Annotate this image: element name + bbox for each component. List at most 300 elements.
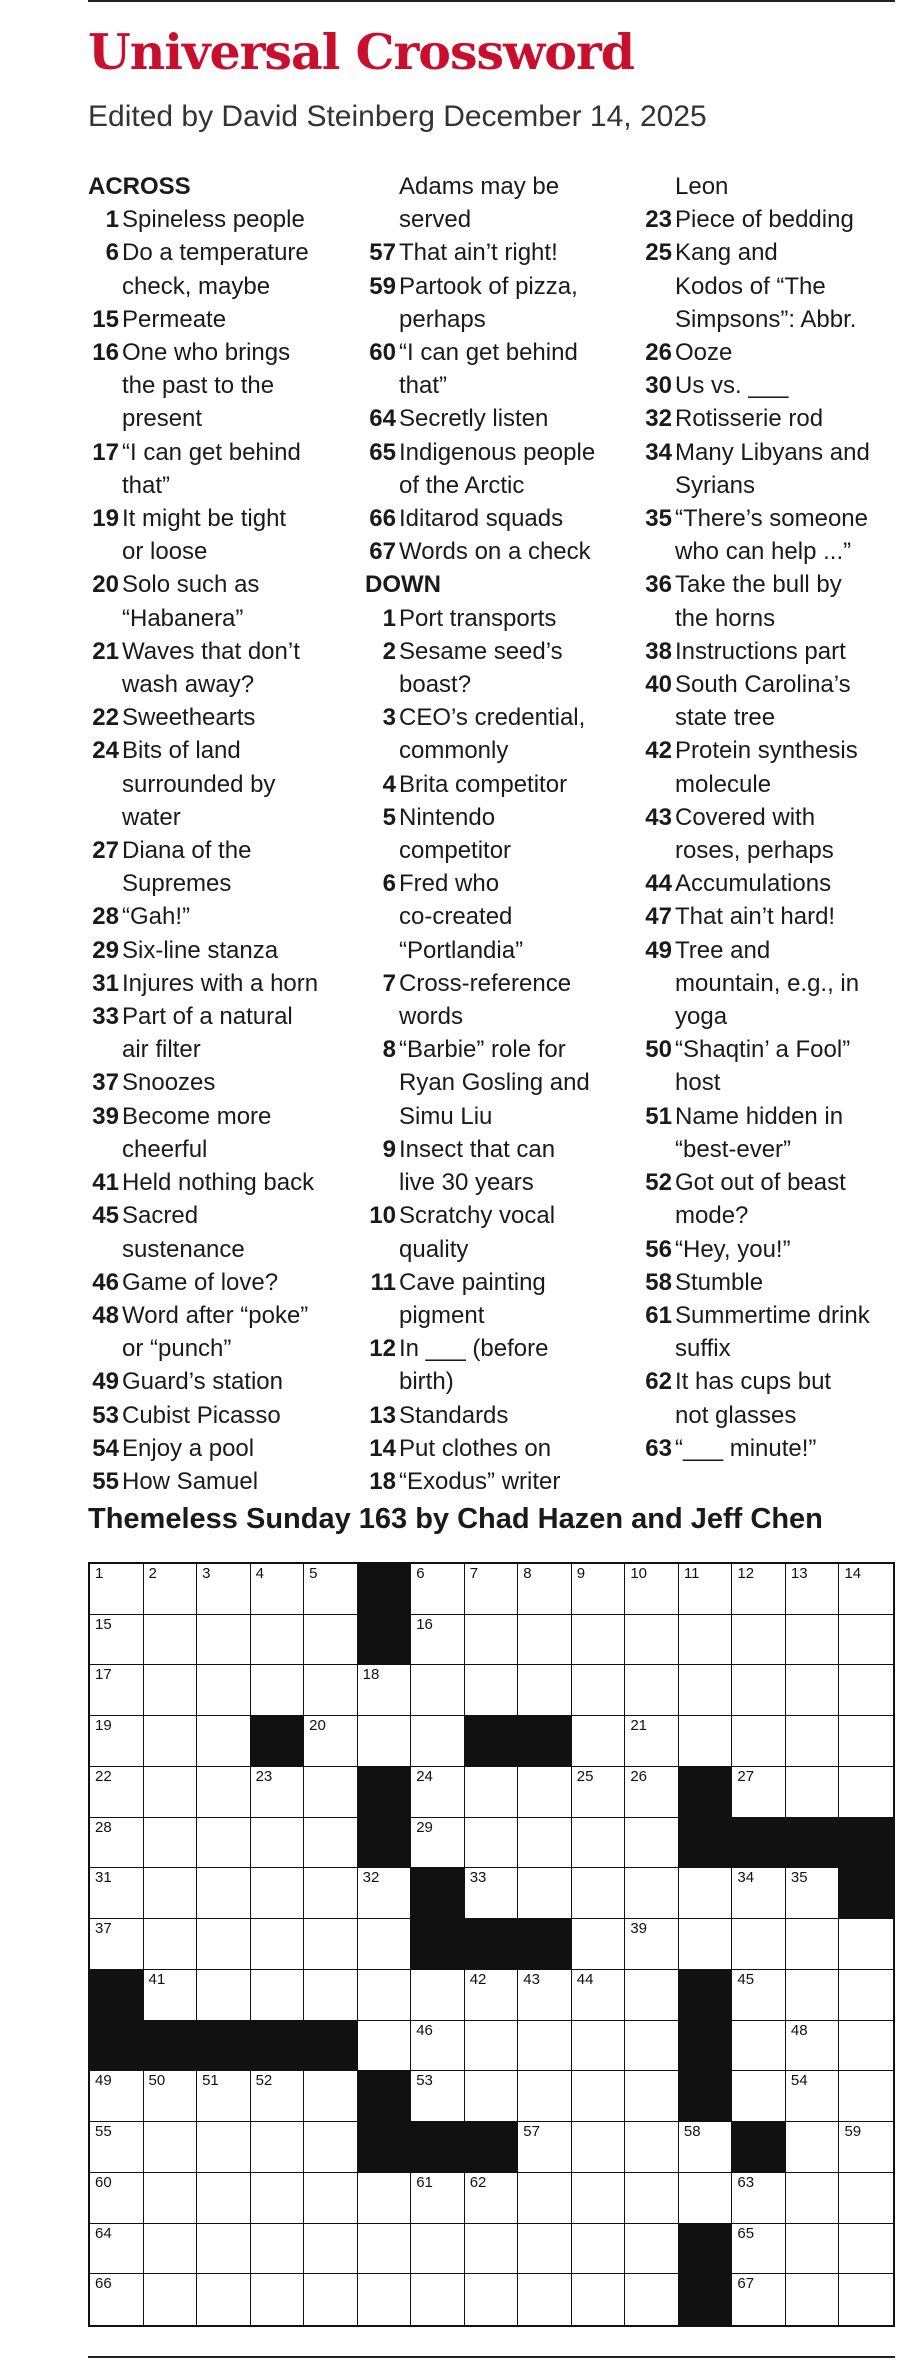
grid-cell[interactable] — [197, 2224, 251, 2275]
clue-continuation: state tree — [675, 704, 776, 732]
grid-cell[interactable] — [411, 2071, 465, 2122]
grid-cell[interactable] — [90, 1716, 144, 1767]
clue-continuation: air filter — [122, 1036, 201, 1064]
grid-cell[interactable] — [251, 2224, 305, 2275]
clue-number: 56 — [645, 1235, 672, 1263]
grid-cell[interactable] — [144, 2173, 198, 2224]
cell-number: 23 — [255, 1767, 273, 1785]
cell-number: 58 — [683, 2123, 701, 2141]
grid-cell[interactable] — [839, 1970, 893, 2021]
clue-text: “Barbie” role for — [399, 1036, 566, 1064]
clue-item — [88, 967, 365, 1000]
grid-cell[interactable] — [197, 1818, 251, 1869]
grid-cell[interactable] — [90, 1868, 144, 1919]
grid-cell[interactable] — [90, 1767, 144, 1818]
clue-number: 46 — [92, 1268, 119, 1296]
grid-block — [197, 2021, 251, 2072]
grid-cell[interactable] — [465, 2021, 519, 2072]
grid-cell[interactable] — [518, 2173, 572, 2224]
clue-item — [641, 867, 898, 900]
clue-item — [641, 203, 898, 236]
grid-cell[interactable] — [411, 1970, 465, 2021]
grid-cell[interactable] — [465, 1564, 519, 1615]
grid-cell[interactable] — [625, 1868, 679, 1919]
grid-cell[interactable] — [144, 1665, 198, 1716]
grid-cell[interactable] — [786, 1868, 840, 1919]
clue-text: It has cups but — [675, 1368, 832, 1396]
clue-number: 38 — [645, 637, 672, 665]
grid-cell[interactable] — [572, 1919, 626, 1970]
clue-text: Iditarod squads — [399, 505, 564, 533]
grid-cell[interactable] — [679, 2122, 733, 2173]
clue-text: Nintendo — [399, 803, 496, 831]
grid-cell[interactable] — [732, 1970, 786, 2021]
clue-text: Ooze — [675, 339, 733, 367]
clue-item — [641, 934, 898, 967]
grid-cell[interactable] — [839, 2021, 893, 2072]
grid-cell[interactable] — [90, 1564, 144, 1615]
clue-number: 26 — [645, 339, 672, 367]
clue-number: 29 — [92, 936, 119, 964]
grid-cell[interactable] — [786, 1615, 840, 1666]
clue-continuation: surrounded by — [122, 770, 276, 798]
cell-number: 61 — [416, 2173, 433, 2191]
grid-cell[interactable] — [411, 1615, 465, 1666]
clue-text: Become more — [122, 1102, 272, 1130]
grid-cell[interactable] — [786, 2224, 840, 2275]
clue-item — [641, 336, 898, 369]
grid-cell[interactable] — [358, 1716, 412, 1767]
grid-cell[interactable] — [304, 1767, 358, 1818]
grid-block — [679, 2224, 733, 2275]
cell-number: 13 — [790, 1565, 808, 1582]
grid-cell[interactable] — [839, 1716, 893, 1767]
grid-cell[interactable] — [251, 1919, 305, 1970]
grid-cell[interactable] — [197, 1919, 251, 1970]
top-rule — [88, 0, 895, 2]
grid-cell[interactable] — [251, 2274, 305, 2325]
grid-cell[interactable] — [786, 2173, 840, 2224]
grid-cell[interactable] — [786, 1970, 840, 2021]
clue-text: Sesame seed’s — [399, 637, 563, 665]
grid-cell[interactable] — [625, 1716, 679, 1767]
grid-cell[interactable] — [251, 2071, 305, 2122]
cell-number: 57 — [523, 2123, 540, 2141]
grid-cell[interactable] — [358, 2173, 412, 2224]
clue-continuation: molecule — [675, 770, 772, 798]
grid-cell[interactable] — [572, 1564, 626, 1615]
grid-cell[interactable] — [90, 1615, 144, 1666]
clue-item — [88, 734, 365, 767]
grid-cell[interactable] — [625, 1665, 679, 1716]
grid-cell[interactable] — [625, 2021, 679, 2072]
clue-item — [641, 1166, 898, 1199]
grid-cell[interactable] — [197, 1970, 251, 2021]
grid-cell[interactable] — [251, 2173, 305, 2224]
grid-cell[interactable] — [411, 2173, 465, 2224]
clue-continuation: “Portlandia” — [399, 936, 524, 964]
clue-text: “I can get behind — [122, 438, 301, 466]
grid-cell[interactable] — [518, 1564, 572, 1615]
grid-cell[interactable] — [572, 1716, 626, 1767]
grid-cell[interactable] — [90, 1665, 144, 1716]
clue-item — [88, 203, 365, 236]
grid-cell[interactable] — [197, 1767, 251, 1818]
clue-item — [88, 1266, 365, 1299]
grid-cell[interactable] — [572, 1868, 626, 1919]
grid-cell[interactable] — [465, 1665, 519, 1716]
grid-cell[interactable] — [411, 1665, 465, 1716]
grid-cell[interactable] — [572, 1818, 626, 1869]
clue-number: 67 — [369, 538, 396, 566]
clue-text: Cave painting — [399, 1268, 546, 1296]
grid-cell[interactable] — [518, 1818, 572, 1869]
clue-continuation: or loose — [122, 538, 208, 566]
grid-cell[interactable] — [304, 1716, 358, 1767]
clue-text: Game of love? — [122, 1268, 279, 1296]
clue-item — [365, 1133, 641, 1166]
grid-cell[interactable] — [411, 1818, 465, 1869]
grid-cell[interactable] — [197, 1868, 251, 1919]
grid-cell[interactable] — [144, 2122, 198, 2173]
clue-number: 20 — [92, 571, 119, 599]
grid-cell[interactable] — [572, 1767, 626, 1818]
clue-item — [88, 568, 365, 601]
clue-text: Us vs. ___ — [675, 372, 789, 400]
grid-cell[interactable] — [625, 1564, 679, 1615]
grid-cell[interactable] — [572, 2224, 626, 2275]
grid-cell[interactable] — [358, 2274, 412, 2325]
grid-cell[interactable] — [304, 1665, 358, 1716]
cell-number: 5 — [309, 1565, 318, 1582]
clue-number: 28 — [92, 903, 119, 931]
grid-block — [411, 2122, 465, 2173]
clue-text: Covered with — [675, 803, 816, 831]
grid-cell[interactable] — [304, 2274, 358, 2325]
grid-cell[interactable] — [679, 1564, 733, 1615]
clue-text: Put clothes on — [399, 1434, 552, 1462]
grid-cell[interactable] — [518, 1615, 572, 1666]
grid-block — [465, 1716, 519, 1767]
grid-cell[interactable] — [518, 2122, 572, 2173]
grid-cell[interactable] — [465, 1868, 519, 1919]
grid-cell[interactable] — [572, 2274, 626, 2325]
clue-number: 37 — [92, 1069, 119, 1097]
cell-number: 37 — [95, 1920, 112, 1938]
grid-cell[interactable] — [144, 1970, 198, 2021]
cell-number: 12 — [737, 1565, 755, 1582]
clue-continuation: that” — [399, 372, 448, 400]
grid-cell[interactable] — [197, 2071, 251, 2122]
grid-cell[interactable] — [572, 1970, 626, 2021]
grid-cell[interactable] — [518, 1665, 572, 1716]
clue-number: 52 — [645, 1169, 672, 1197]
grid-cell[interactable] — [572, 2071, 626, 2122]
grid-cell[interactable] — [786, 2021, 840, 2072]
grid-cell[interactable] — [90, 2224, 144, 2275]
cell-number: 46 — [416, 2021, 433, 2039]
grid-cell[interactable] — [304, 2071, 358, 2122]
grid-cell[interactable] — [197, 1665, 251, 1716]
grid-cell[interactable] — [572, 1665, 626, 1716]
clue-number: 49 — [92, 1368, 119, 1396]
clue-item — [641, 801, 898, 834]
grid-cell[interactable] — [90, 1919, 144, 1970]
grid-cell[interactable] — [465, 2173, 519, 2224]
grid-cell[interactable] — [839, 2224, 893, 2275]
grid-cell[interactable] — [732, 1767, 786, 1818]
grid-cell[interactable] — [90, 2122, 144, 2173]
grid-cell[interactable] — [839, 2274, 893, 2325]
grid-cell[interactable] — [197, 1564, 251, 1615]
clue-text: Cubist Picasso — [122, 1401, 281, 1429]
grid-cell[interactable] — [304, 1868, 358, 1919]
grid-cell[interactable] — [251, 1615, 305, 1666]
grid-cell[interactable] — [732, 2071, 786, 2122]
grid-cell[interactable] — [732, 1868, 786, 1919]
grid-cell[interactable] — [786, 1767, 840, 1818]
cell-number: 1 — [95, 1565, 104, 1582]
grid-cell[interactable] — [465, 1970, 519, 2021]
grid-cell[interactable] — [358, 2224, 412, 2275]
grid-cell[interactable] — [518, 2274, 572, 2325]
grid-cell[interactable] — [839, 2071, 893, 2122]
grid-cell[interactable] — [411, 1767, 465, 1818]
cell-number: 33 — [469, 1869, 487, 1887]
grid-cell[interactable] — [839, 1564, 893, 1615]
grid-cell[interactable] — [572, 2122, 626, 2173]
grid-cell[interactable] — [518, 2071, 572, 2122]
grid-cell[interactable] — [625, 1970, 679, 2021]
clue-item — [88, 502, 365, 535]
grid-cell[interactable] — [411, 2224, 465, 2275]
grid-cell[interactable] — [304, 1615, 358, 1666]
clue-number: 6 — [105, 239, 119, 267]
grid-cell[interactable] — [679, 1919, 733, 1970]
grid-cell[interactable] — [197, 2274, 251, 2325]
cell-number: 65 — [737, 2224, 755, 2242]
grid-cell[interactable] — [144, 2274, 198, 2325]
clue-continuation: water — [122, 803, 181, 831]
grid-cell[interactable] — [251, 2122, 305, 2173]
grid-cell[interactable] — [518, 1868, 572, 1919]
grid-cell[interactable] — [304, 1564, 358, 1615]
grid-cell[interactable] — [197, 1716, 251, 1767]
clue-continuation: birth) — [399, 1368, 454, 1396]
grid-cell[interactable] — [625, 1767, 679, 1818]
grid-cell[interactable] — [358, 1665, 412, 1716]
clue-item — [88, 834, 365, 867]
grid-cell[interactable] — [839, 2173, 893, 2224]
grid-cell[interactable] — [90, 2274, 144, 2325]
grid-cell[interactable] — [304, 1919, 358, 1970]
grid-block — [90, 2021, 144, 2072]
grid-cell[interactable] — [732, 1716, 786, 1767]
grid-cell[interactable] — [625, 2224, 679, 2275]
grid-cell[interactable] — [411, 2274, 465, 2325]
clue-text: Secretly listen — [399, 405, 549, 433]
grid-cell[interactable] — [465, 2274, 519, 2325]
clue-text: Guard’s station — [122, 1368, 283, 1396]
grid-cell[interactable] — [411, 2021, 465, 2072]
grid-cell[interactable] — [518, 1767, 572, 1818]
grid-cell[interactable] — [90, 2173, 144, 2224]
clue-text: Standards — [399, 1401, 509, 1429]
grid-cell[interactable] — [465, 1767, 519, 1818]
grid-cell[interactable] — [679, 1868, 733, 1919]
grid-cell[interactable] — [251, 1970, 305, 2021]
grid-cell[interactable] — [465, 2224, 519, 2275]
grid-cell[interactable] — [839, 1919, 893, 1970]
cell-number: 53 — [416, 2072, 433, 2090]
grid-cell[interactable] — [304, 2122, 358, 2173]
grid-cell[interactable] — [358, 1868, 412, 1919]
grid-cell[interactable] — [358, 1970, 412, 2021]
grid-block — [411, 1919, 465, 1970]
grid-cell[interactable] — [144, 1868, 198, 1919]
grid-cell[interactable] — [679, 1716, 733, 1767]
grid-cell[interactable] — [518, 1970, 572, 2021]
grid-cell[interactable] — [411, 1716, 465, 1767]
grid-cell[interactable] — [732, 1919, 786, 1970]
cell-number: 9 — [576, 1565, 586, 1582]
grid-cell[interactable] — [304, 2224, 358, 2275]
grid-cell[interactable] — [839, 1767, 893, 1818]
grid-cell[interactable] — [625, 1919, 679, 1970]
clue-number: 58 — [645, 1268, 672, 1296]
clue-item — [365, 602, 641, 635]
grid-cell[interactable] — [786, 1716, 840, 1767]
grid-cell[interactable] — [304, 1818, 358, 1869]
grid-cell[interactable] — [625, 2274, 679, 2325]
clue-continuation: “best-ever” — [675, 1135, 792, 1163]
grid-cell[interactable] — [572, 1615, 626, 1666]
cell-number: 26 — [630, 1767, 648, 1785]
grid-cell[interactable] — [144, 1615, 198, 1666]
grid-cell[interactable] — [572, 2021, 626, 2072]
clue-continuation: Adams may be — [399, 173, 560, 200]
grid-cell[interactable] — [732, 1564, 786, 1615]
grid-cell[interactable] — [358, 2021, 412, 2072]
grid-block — [679, 1970, 733, 2021]
grid-cell[interactable] — [304, 1970, 358, 2021]
clue-number: 41 — [92, 1169, 119, 1197]
grid-cell[interactable] — [144, 2071, 198, 2122]
clue-text: Scratchy vocal — [399, 1202, 556, 1230]
grid-cell[interactable] — [839, 1615, 893, 1666]
grid-cell[interactable] — [732, 2224, 786, 2275]
grid-cell[interactable] — [465, 2071, 519, 2122]
cell-number: 28 — [95, 1818, 112, 1836]
grid-cell[interactable] — [732, 2173, 786, 2224]
grid-cell[interactable] — [518, 2021, 572, 2072]
grid-cell[interactable] — [625, 2071, 679, 2122]
clue-continuation: cheerful — [122, 1135, 208, 1163]
grid-cell[interactable] — [465, 1615, 519, 1666]
grid-cell[interactable] — [197, 1615, 251, 1666]
clue-continuation: that” — [122, 471, 171, 499]
grid-cell[interactable] — [304, 2173, 358, 2224]
grid-cell[interactable] — [786, 2071, 840, 2122]
grid-cell[interactable] — [90, 1818, 144, 1869]
grid-cell[interactable] — [786, 2122, 840, 2173]
clue-item — [365, 1465, 641, 1498]
clue-text: Name hidden in — [675, 1102, 844, 1130]
clue-continuation: mountain, e.g., in — [675, 969, 860, 997]
grid-cell[interactable] — [839, 1665, 893, 1716]
clue-text: Injures with a horn — [122, 969, 319, 997]
grid-cell[interactable] — [197, 2122, 251, 2173]
grid-cell[interactable] — [572, 2173, 626, 2224]
clue-text: Piece of bedding — [675, 206, 854, 234]
clue-number: 43 — [645, 803, 672, 831]
grid-cell[interactable] — [251, 1665, 305, 1716]
clue-number: 53 — [92, 1401, 119, 1429]
grid-cell[interactable] — [839, 2122, 893, 2173]
cell-number: 55 — [95, 2123, 112, 2141]
clue-item — [641, 436, 898, 469]
grid-cell[interactable] — [732, 2021, 786, 2072]
grid-cell[interactable] — [197, 2173, 251, 2224]
clue-continuation: commonly — [399, 737, 509, 765]
grid-cell[interactable] — [144, 1564, 198, 1615]
clue-item — [88, 1199, 365, 1232]
clue-item — [641, 1100, 898, 1133]
clue-continuation: check, maybe — [122, 272, 271, 300]
grid-cell[interactable] — [411, 1564, 465, 1615]
clue-continuation: quality — [399, 1235, 469, 1263]
grid-cell[interactable] — [625, 1818, 679, 1869]
grid-cell[interactable] — [465, 1818, 519, 1869]
grid-cell[interactable] — [679, 1615, 733, 1666]
grid-cell[interactable] — [732, 1615, 786, 1666]
grid-cell[interactable] — [732, 2274, 786, 2325]
cell-number: 7 — [469, 1565, 479, 1582]
grid-cell[interactable] — [786, 1919, 840, 1970]
clue-number: 49 — [645, 936, 672, 964]
cell-number: 29 — [416, 1818, 433, 1836]
clue-number: 15 — [92, 305, 119, 333]
cell-number: 34 — [737, 1869, 755, 1887]
grid-cell[interactable] — [518, 2224, 572, 2275]
grid-cell[interactable] — [90, 2071, 144, 2122]
clue-text: “Hey, you!” — [675, 1235, 791, 1263]
grid-cell[interactable] — [625, 2173, 679, 2224]
grid-cell[interactable] — [251, 1767, 305, 1818]
grid-cell[interactable] — [358, 1919, 412, 1970]
grid-cell[interactable] — [786, 1564, 840, 1615]
grid-cell[interactable] — [732, 1665, 786, 1716]
grid-cell[interactable] — [144, 1716, 198, 1767]
grid-cell[interactable] — [679, 1665, 733, 1716]
grid-cell[interactable] — [144, 1818, 198, 1869]
grid-cell[interactable] — [144, 2224, 198, 2275]
grid-cell[interactable] — [251, 1818, 305, 1869]
cell-number: 27 — [737, 1767, 755, 1785]
grid-cell[interactable] — [625, 2122, 679, 2173]
clue-number: 34 — [645, 438, 672, 466]
grid-cell[interactable] — [625, 1615, 679, 1666]
grid-cell[interactable] — [251, 1564, 305, 1615]
grid-cell[interactable] — [786, 1665, 840, 1716]
grid-block — [465, 1919, 519, 1970]
grid-cell[interactable] — [144, 1919, 198, 1970]
grid-cell[interactable] — [251, 1868, 305, 1919]
grid-cell[interactable] — [679, 2173, 733, 2224]
clue-continuation: Supremes — [122, 870, 232, 898]
grid-cell[interactable] — [144, 1767, 198, 1818]
grid-cell[interactable] — [786, 2274, 840, 2325]
